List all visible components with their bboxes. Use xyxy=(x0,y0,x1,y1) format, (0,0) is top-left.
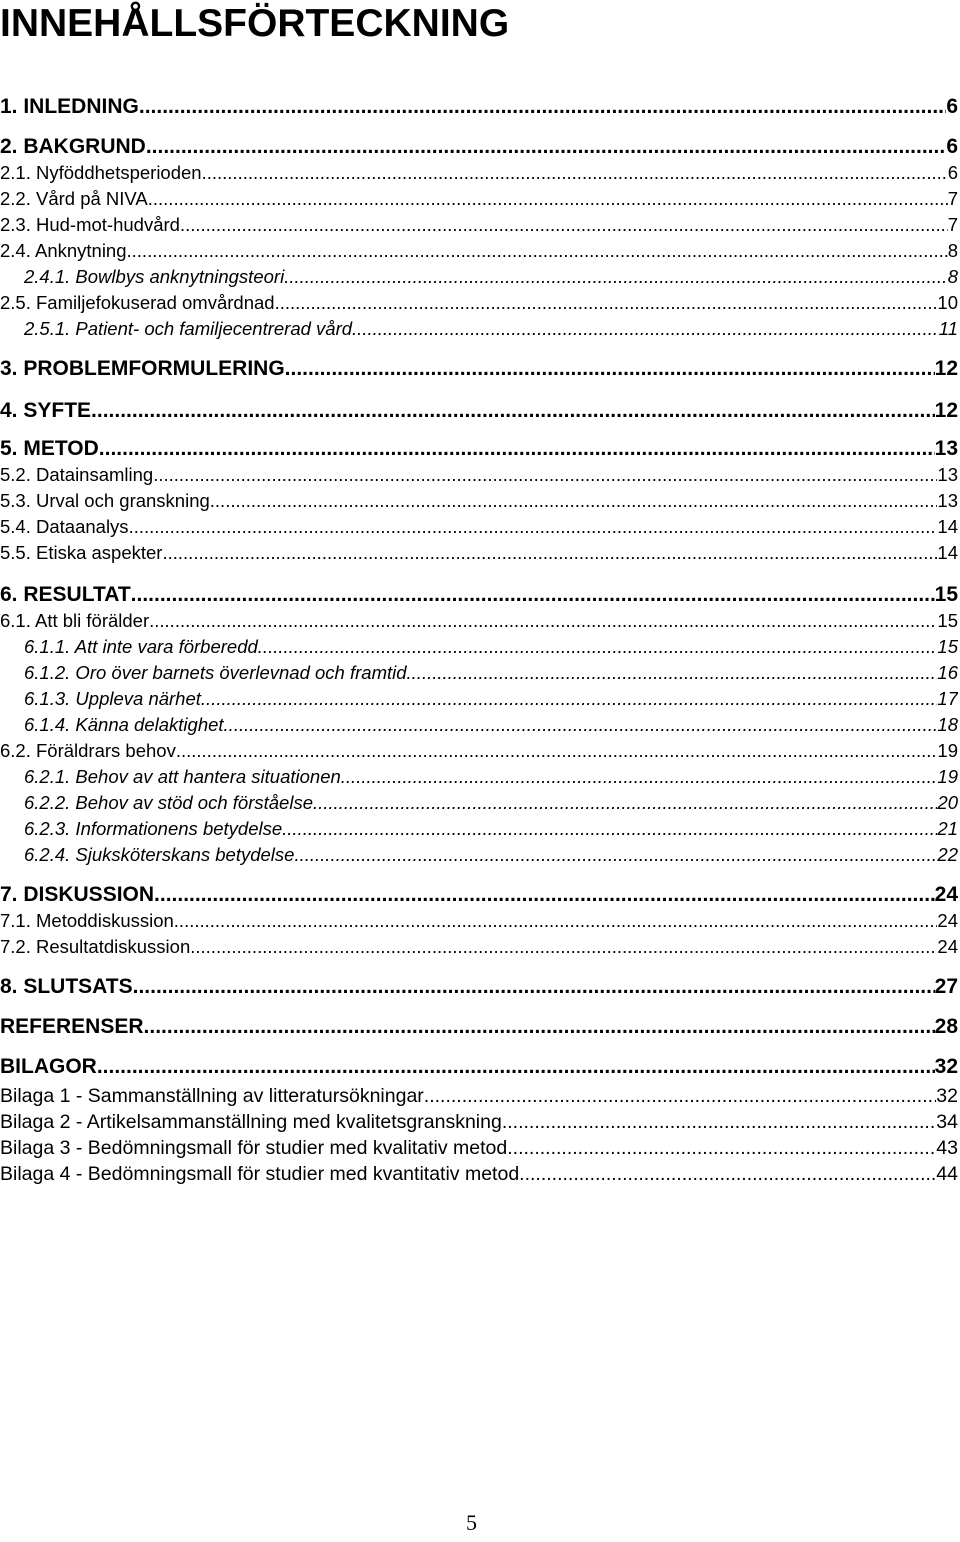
toc-entry[interactable] xyxy=(0,292,958,314)
toc-dot-leader xyxy=(91,398,935,424)
toc-entry[interactable] xyxy=(0,882,958,908)
toc-entry[interactable] xyxy=(24,818,958,840)
toc-entry-page: 7 xyxy=(947,188,958,209)
toc-dot-leader xyxy=(162,542,937,564)
toc-entry-page: 32 xyxy=(934,1055,958,1078)
toc-entry-page: 12 xyxy=(934,357,958,380)
toc-entry-page: 27 xyxy=(934,975,958,998)
toc-dot-leader xyxy=(341,766,938,788)
toc-entry[interactable] xyxy=(0,582,958,608)
toc-entry-page: 22 xyxy=(937,844,958,865)
toc-entry-label: 5.2. Datainsamling xyxy=(0,464,154,485)
toc-entry[interactable] xyxy=(0,1110,958,1134)
toc-entry-page: 15 xyxy=(937,636,958,657)
toc-entry-page: 11 xyxy=(938,318,958,339)
toc-entry-label: 6. RESULTAT xyxy=(0,583,131,606)
toc-entry-page: 18 xyxy=(937,714,958,735)
toc-entry[interactable] xyxy=(24,318,958,340)
toc-entry-page: 13 xyxy=(937,490,958,511)
toc-entry-page: 20 xyxy=(937,792,958,813)
toc-entry-label: 6.2.2. Behov av stöd och förståelse xyxy=(24,792,313,813)
toc-dot-leader xyxy=(154,882,935,908)
toc-entry[interactable] xyxy=(0,188,958,210)
toc-entry-page: 32 xyxy=(936,1085,958,1107)
toc-entry[interactable] xyxy=(24,266,958,288)
page-number: 5 xyxy=(466,1510,477,1535)
toc-entry-label: 6.1.3. Uppleva närhet xyxy=(24,688,201,709)
toc-entry-label: 3. PROBLEMFORMULERING xyxy=(0,357,285,380)
toc-dot-leader xyxy=(352,318,939,340)
toc-entry[interactable] xyxy=(0,542,958,564)
toc-entry[interactable] xyxy=(0,1162,958,1186)
toc-dot-leader xyxy=(424,1084,937,1108)
toc-entry[interactable] xyxy=(0,740,958,762)
toc-entry-page: 15 xyxy=(934,583,958,606)
toc-entry[interactable] xyxy=(24,844,958,866)
toc-dot-leader xyxy=(144,1014,935,1040)
toc-entry[interactable] xyxy=(0,974,958,1000)
toc-entry-label: 5.3. Urval och granskning xyxy=(0,490,210,511)
toc-entry-label: 6.2.1. Behov av att hantera situationen xyxy=(24,766,341,787)
toc-entry[interactable] xyxy=(0,398,958,424)
toc-entry-page: 24 xyxy=(937,936,958,957)
toc-dot-leader xyxy=(131,582,935,608)
toc-dot-leader xyxy=(258,636,938,658)
toc-entry-page: 19 xyxy=(937,766,958,787)
toc-dot-leader xyxy=(224,714,938,736)
toc-entry-label: Bilaga 1 - Sammanställning av litteratursökningar xyxy=(0,1085,424,1107)
toc-entry-label: 2.4.1. Bowlbys anknytningsteori xyxy=(24,266,285,287)
toc-dot-leader xyxy=(133,974,935,1000)
toc-dot-leader xyxy=(127,240,948,262)
toc-dot-leader xyxy=(149,610,937,632)
toc-entry-label: Bilaga 3 - Bedömningsmall för studier med kvalitativ metod xyxy=(0,1137,508,1159)
toc-entry-page: 10 xyxy=(937,292,958,313)
toc-dot-leader xyxy=(97,1054,935,1080)
toc-entry-label: 6.1. Att bli förälder xyxy=(0,610,150,631)
toc-entry[interactable] xyxy=(0,464,958,486)
toc-entry-label: 2.3. Hud-mot-hudvård xyxy=(0,214,180,235)
toc-entry[interactable] xyxy=(24,688,958,710)
toc-entry[interactable] xyxy=(0,1014,958,1040)
toc-dot-leader xyxy=(146,134,946,160)
toc-entry-label: 6.1.2. Oro över barnets överlevnad och framtid xyxy=(24,662,407,683)
toc-entry-page: 12 xyxy=(934,399,958,422)
toc-entry-label: BILAGOR xyxy=(0,1055,97,1078)
toc-entry-label: 7.2. Resultatdiskussion xyxy=(0,936,191,957)
toc-entry[interactable] xyxy=(0,1054,958,1080)
toc-entry-label: 6.1.1. Att inte vara förberedd xyxy=(24,636,258,657)
toc-entry-page: 6 xyxy=(946,95,958,118)
toc-dot-leader xyxy=(99,436,935,462)
toc-entry-label: 6.1.4. Känna delaktighet xyxy=(24,714,224,735)
toc-entry-label: 2.2. Vård på NIVA xyxy=(0,188,148,209)
toc-dot-leader xyxy=(180,214,948,236)
toc-dot-leader xyxy=(139,94,946,120)
toc-entry-label: 2.1. Nyföddhetsperioden xyxy=(0,162,202,183)
toc-entry[interactable] xyxy=(24,636,958,658)
toc-entry[interactable] xyxy=(0,356,958,382)
toc-entry[interactable] xyxy=(0,490,958,512)
toc-entry-page: 43 xyxy=(936,1137,958,1159)
toc-entry-page: 8 xyxy=(947,266,958,287)
toc-dot-leader xyxy=(190,936,937,958)
toc-entry[interactable] xyxy=(0,240,958,262)
toc-dot-leader xyxy=(519,1162,936,1186)
toc-entry-label: 2.4. Anknytning xyxy=(0,240,127,261)
toc-entry-label: 6.2. Föräldrars behov xyxy=(0,740,176,761)
toc-dot-leader xyxy=(313,792,937,814)
toc-dot-leader xyxy=(176,740,938,762)
toc-entry-label: 2.5.1. Patient- och familjecentrerad vård xyxy=(24,318,353,339)
toc-entry-label: 2.5. Familjefokuserad omvårdnad xyxy=(0,292,275,313)
toc-dot-leader xyxy=(210,490,938,512)
toc-entry-label: Bilaga 4 - Bedömningsmall för studier med kvantitativ metod xyxy=(0,1163,520,1185)
toc-dot-leader xyxy=(201,688,938,710)
toc-entry[interactable] xyxy=(0,910,958,932)
toc-entry[interactable] xyxy=(0,1136,958,1160)
toc-entry[interactable] xyxy=(0,516,958,538)
toc-entry[interactable] xyxy=(24,766,958,788)
toc-title: INNEHÅLLSFÖRTECKNING xyxy=(0,2,510,45)
toc-dot-leader xyxy=(284,266,948,288)
toc-entry-page: 14 xyxy=(937,542,958,563)
toc-entry-label: 4. SYFTE xyxy=(0,399,92,422)
toc-entry-label: 5.4. Dataanalys xyxy=(0,516,129,537)
toc-entry-page: 7 xyxy=(947,214,958,235)
toc-entry-label: 6.2.3. Informationens betydelse xyxy=(24,818,283,839)
toc-entry-page: 34 xyxy=(936,1111,958,1133)
toc-entry-page: 13 xyxy=(937,464,958,485)
toc-entry-label: 1. INLEDNING xyxy=(0,95,139,118)
toc-entry-page: 24 xyxy=(934,883,958,906)
toc-dot-leader xyxy=(502,1110,936,1134)
toc-entry-page: 16 xyxy=(937,662,958,683)
toc-entry[interactable] xyxy=(24,792,958,814)
toc-entry-page: 13 xyxy=(934,437,958,460)
toc-entry[interactable] xyxy=(0,162,958,184)
toc-dot-leader xyxy=(294,844,937,866)
toc-dot-leader xyxy=(153,464,937,486)
toc-dot-leader xyxy=(407,662,938,684)
toc-dot-leader xyxy=(282,818,937,840)
toc-entry[interactable] xyxy=(0,610,958,632)
toc-entry[interactable] xyxy=(24,662,958,684)
toc-entry[interactable] xyxy=(0,94,958,120)
toc-entry-label: 8. SLUTSATS xyxy=(0,975,133,998)
toc-entry-label: Bilaga 2 - Artikelsammanställning med kvalitetsgranskning xyxy=(0,1111,502,1133)
toc-entry[interactable] xyxy=(0,436,958,462)
toc-dot-leader xyxy=(148,188,948,210)
toc-entry-page: 21 xyxy=(937,818,958,839)
toc-entry-label: 7.1. Metoddiskussion xyxy=(0,910,174,931)
toc-entry-label: REFERENSER xyxy=(0,1015,144,1038)
toc-entry-page: 8 xyxy=(947,240,958,261)
toc-entry[interactable] xyxy=(0,1084,958,1108)
toc-entry[interactable] xyxy=(0,936,958,958)
toc-entry-label: 5.5. Etiska aspekter xyxy=(0,542,163,563)
toc-entry[interactable] xyxy=(0,214,958,236)
toc-dot-leader xyxy=(174,910,938,932)
toc-entry-page: 17 xyxy=(937,688,958,709)
toc-entry-label: 5. METOD xyxy=(0,437,99,460)
toc-entry-page: 28 xyxy=(934,1015,958,1038)
toc-entry[interactable] xyxy=(0,134,958,160)
toc-entry-label: 6.2.4. Sjuksköterskans betydelse xyxy=(24,844,295,865)
toc-entry-page: 19 xyxy=(937,740,958,761)
toc-entry-page: 44 xyxy=(936,1163,958,1185)
toc-dot-leader xyxy=(507,1136,936,1160)
toc-dot-leader xyxy=(275,292,938,314)
toc-entry-page: 14 xyxy=(937,516,958,537)
toc-dot-leader xyxy=(129,516,938,538)
toc-entry-label: 2. BAKGRUND xyxy=(0,135,146,158)
toc-entry-page: 6 xyxy=(947,162,958,183)
toc-entry-page: 6 xyxy=(946,135,958,158)
toc-entry[interactable] xyxy=(24,714,958,736)
toc-entry-page: 15 xyxy=(937,610,958,631)
toc-dot-leader xyxy=(285,356,935,382)
toc-dot-leader xyxy=(202,162,948,184)
toc-entry-label: 7. DISKUSSION xyxy=(0,883,155,906)
toc-entry-page: 24 xyxy=(937,910,958,931)
